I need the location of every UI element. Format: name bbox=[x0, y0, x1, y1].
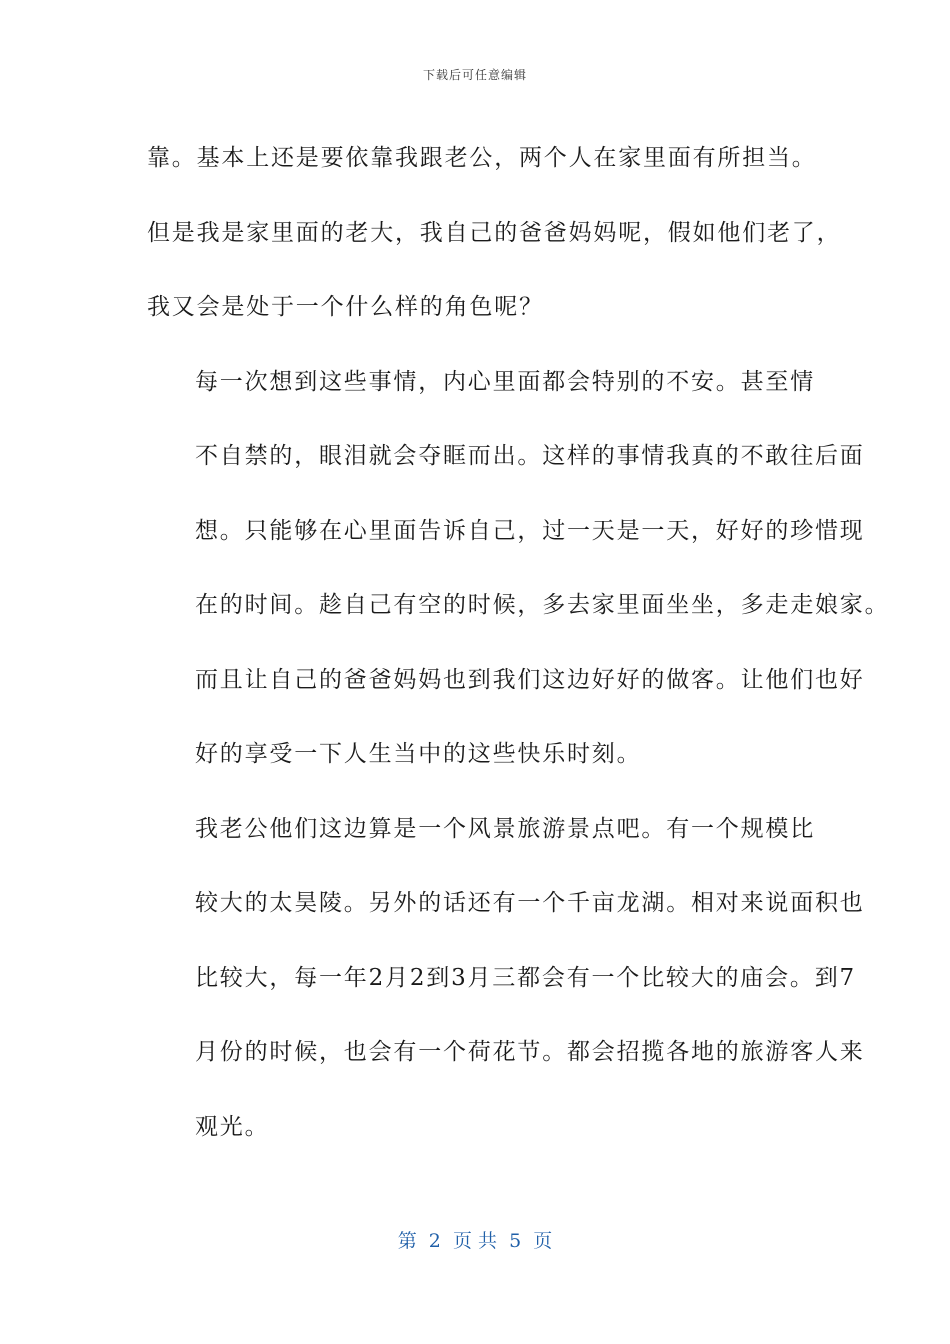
text-line: 我老公他们这边算是一个风景旅游景点吧。有一个规模比 bbox=[195, 815, 815, 842]
text-line: 我又会是处于一个什么样的角色呢？ bbox=[147, 294, 544, 320]
text-line: 较大的太昊陵。另外的话还有一个千亩龙湖。相对来说面积也 bbox=[195, 890, 865, 916]
text-line: 比较大，每一年2月2到3月三都会有一个比较大的庙会。到7 bbox=[195, 964, 856, 991]
paragraph-3 bbox=[147, 792, 865, 1165]
text-line: 每一次想到这些事情，内心里面都会特别的不安。甚至情 bbox=[195, 368, 815, 395]
document-body bbox=[147, 121, 890, 1164]
text-line: 月份的时候，也会有一个荷花节。都会招揽各地的旅游客人来 bbox=[195, 1039, 865, 1065]
text-line: 但是我是家里面的老大，我自己的爸爸妈妈呢，假如他们老了， bbox=[147, 219, 842, 246]
text-line: 观光。 bbox=[195, 1113, 270, 1140]
text-line: 而且让自己的爸爸妈妈也到我们这边好好的做客。让他们也好 bbox=[195, 666, 865, 693]
text-line: 好的享受一下人生当中的这些快乐时刻。 bbox=[195, 741, 642, 767]
text-line: 靠。基本上还是要依靠我跟老公，两个人在家里面有所担当。 bbox=[147, 145, 817, 171]
text-line: 在的时间。趁自己有空的时候，多去家里面坐坐，多走走娘家。 bbox=[195, 592, 890, 618]
text-line: 不自禁的，眼泪就会夺眶而出。这样的事情我真的不敢往后面 bbox=[195, 443, 865, 469]
paragraph-2 bbox=[147, 345, 890, 792]
header-note: 下载后可任意编辑 bbox=[422, 68, 527, 82]
page-number-footer: 第 2 页 共 5 页 bbox=[397, 1230, 553, 1252]
text-line: 想。只能够在心里面告诉自己，过一天是一天，好好的珍惜现 bbox=[195, 517, 865, 544]
paragraph-1 bbox=[147, 121, 842, 345]
